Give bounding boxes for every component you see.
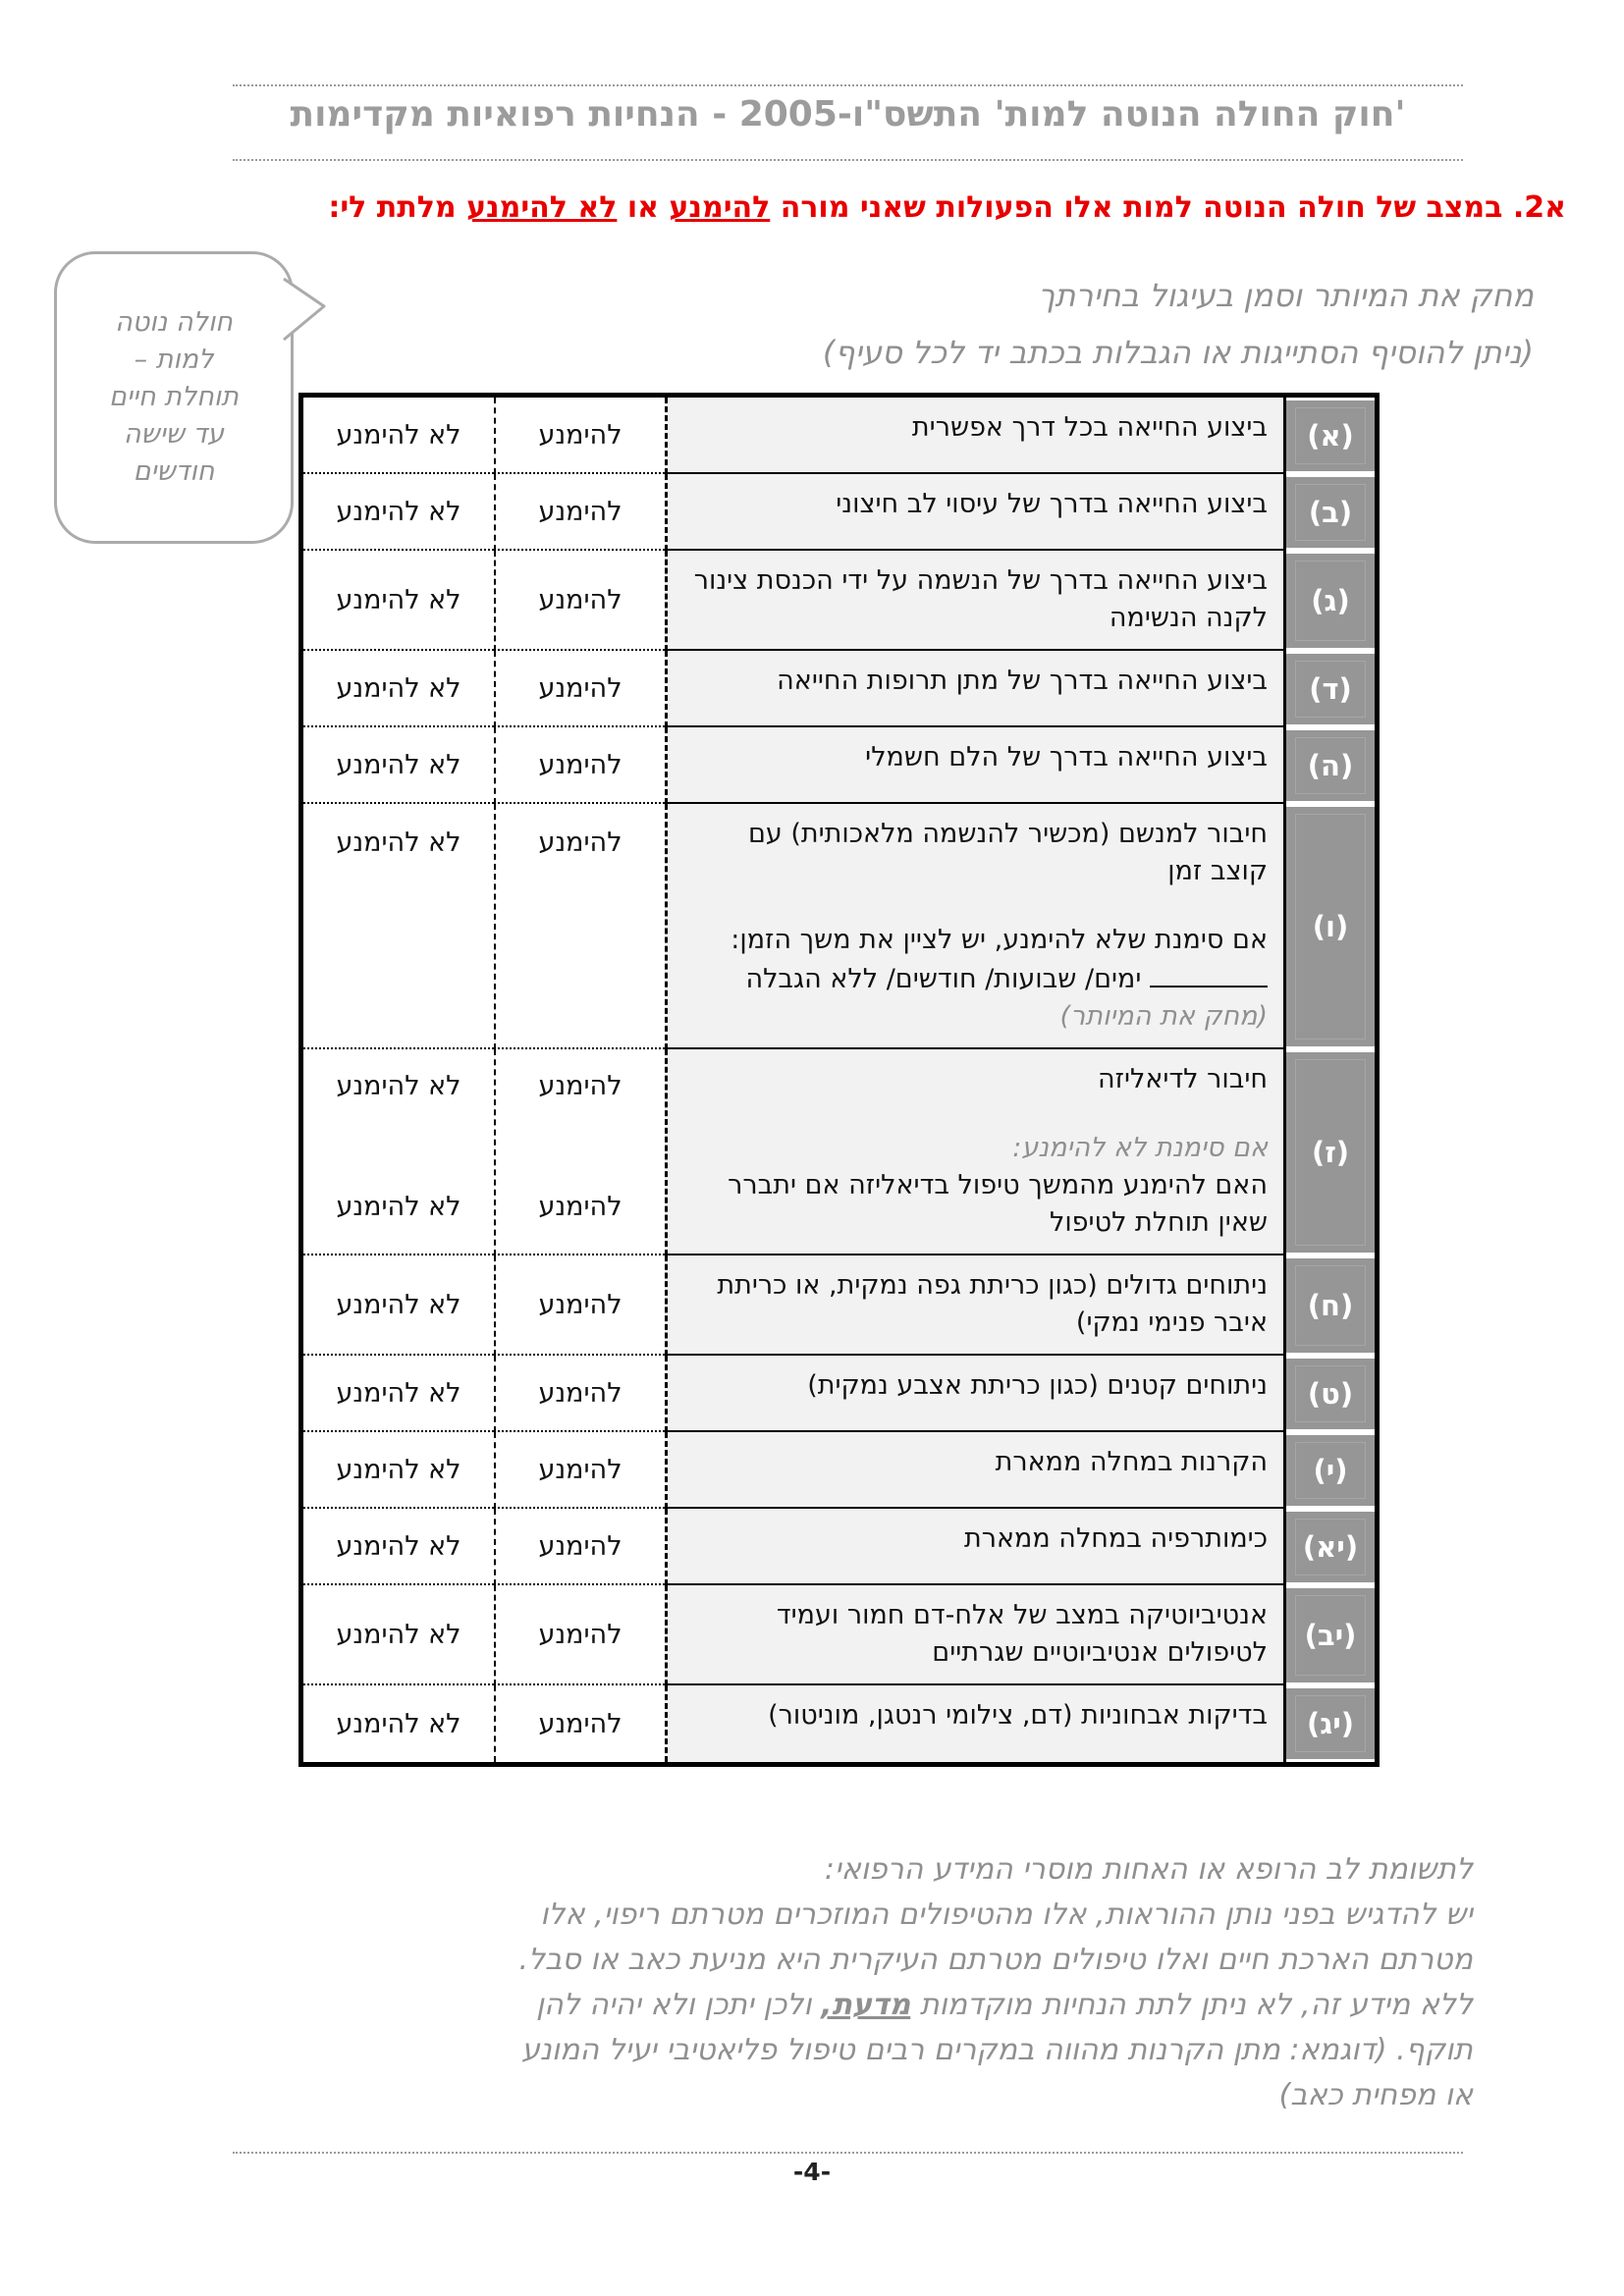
definition-callout — [54, 251, 294, 544]
bottom-divider — [233, 2152, 1463, 2154]
option-refrain-cell — [494, 1685, 665, 1762]
option-refrain[interactable]: להימנע — [538, 828, 623, 858]
table-row — [303, 1685, 1375, 1762]
row-label: (יג) — [1286, 1688, 1375, 1759]
option-not-refrain-cell — [303, 651, 494, 727]
handwritten-instruction — [823, 267, 1534, 381]
option-not-refrain-cell — [303, 727, 494, 804]
option-refrain-cell — [494, 551, 665, 651]
option-not-refrain[interactable]: לא להימנע — [336, 419, 461, 451]
option-not-refrain[interactable]: לא להימנע — [336, 672, 461, 704]
option-not-refrain[interactable]: לא להימנע — [336, 584, 461, 615]
option-refrain-cell — [494, 474, 665, 551]
table-row — [303, 727, 1375, 804]
instruction-line: (ניתן להוסיף הסתייגות או הגבלות בכתב יד לכל סעיף) — [822, 334, 1534, 371]
row-description: אנטיביוטיקה במצב של אלח-דם חמור ועמיד לטיפולים אנטיביוטיים שגרתיים — [665, 1585, 1286, 1685]
note-line: מטרתם הארכת חיים ואלו טיפולים מטרתם העיקרית היא מניעת כאב או סבל. — [518, 1943, 1473, 1977]
callout-line: חודשים — [133, 456, 215, 487]
option-not-refrain[interactable]: לא להימנע — [336, 1454, 461, 1485]
option-refrain[interactable]: להימנע — [538, 672, 623, 704]
table-row — [303, 1585, 1375, 1685]
option-not-refrain-cell — [303, 474, 494, 551]
note-line: תוקף. (דוגמא: מתן הקרנות מהווה במקרים רבים טיפול פליאטיבי יעיל המונע — [521, 2033, 1473, 2067]
row-description: הקרנות במחלה ממארת — [665, 1432, 1286, 1509]
option-refrain[interactable]: להימנע — [538, 584, 623, 615]
option-not-refrain-cell — [303, 1509, 494, 1585]
table-row — [303, 1356, 1375, 1432]
header-divider — [233, 159, 1463, 161]
row-label: (ג) — [1286, 554, 1375, 648]
option-not-refrain[interactable]: לא להימנע — [336, 749, 461, 780]
option-refrain-cell — [494, 398, 665, 474]
row-label: (ט) — [1286, 1359, 1375, 1429]
row-label: (יא) — [1286, 1512, 1375, 1582]
row-label: (ד) — [1286, 654, 1375, 724]
document-header: 'חוק החולה הנוטה למות' התשס"ו-2005 - הנחיות רפואיות מקדימות — [290, 94, 1406, 134]
option-refrain[interactable]: להימנע — [538, 1454, 623, 1485]
row-label: (יב) — [1286, 1588, 1375, 1682]
callout-line: עד שישה — [123, 419, 225, 450]
table-row — [303, 651, 1375, 727]
option-refrain-cell — [494, 1585, 665, 1685]
caregiver-note — [226, 1847, 1473, 2118]
row-label: (א) — [1286, 400, 1375, 471]
row-description: ביצוע החייאה בדרך של מתן תרופות החייאה — [665, 651, 1286, 727]
table-row — [303, 1255, 1375, 1356]
table-row — [303, 804, 1375, 1049]
option-refrain-cell — [494, 1432, 665, 1509]
row-label: (ז) — [1286, 1052, 1375, 1253]
option-not-refrain[interactable]: לא להימנע — [336, 1192, 461, 1222]
option-not-refrain-cell — [303, 1049, 494, 1255]
option-not-refrain[interactable]: לא להימנע — [336, 1619, 461, 1650]
row-description: ביצוע החייאה בדרך של הנשמה על ידי הכנסת צינור לקנה הנשימה — [665, 551, 1286, 651]
option-not-refrain[interactable]: לא להימנע — [336, 1377, 461, 1409]
row-label: (י) — [1286, 1435, 1375, 1506]
callout-tail — [283, 273, 328, 346]
option-not-refrain[interactable]: לא להימנע — [336, 1071, 461, 1101]
option-not-refrain-cell — [303, 1255, 494, 1356]
option-not-refrain-cell — [303, 1432, 494, 1509]
row-label: (ו) — [1286, 807, 1375, 1046]
directives-table — [298, 393, 1380, 1767]
row-label: (ב) — [1286, 477, 1375, 548]
table-row — [303, 551, 1375, 651]
table-row — [303, 1509, 1375, 1585]
option-refrain-cell — [494, 1049, 665, 1255]
row-description: חיבור למנשם (מכשיר להנשמה מלאכותית) עם קוצב זמן אם סימנת שלא להימנע, יש לציין את משך הזמן: ימים/ שבועות/ חודשים/ ללא הגבלה (מחק את המיותר) — [665, 804, 1286, 1049]
row-description: כימותרפיה במחלה ממארת — [665, 1509, 1286, 1585]
option-refrain[interactable]: להימנע — [538, 1530, 623, 1562]
callout-line: תוחלת חיים — [108, 382, 240, 412]
fill-in-blank[interactable] — [1150, 959, 1268, 988]
option-refrain[interactable]: להימנע — [538, 496, 623, 527]
note-line: לתשומת לב הרופא או האחות מוסרי המידע הרפואי: — [824, 1852, 1473, 1887]
option-refrain[interactable]: להימנע — [538, 419, 623, 451]
option-not-refrain-cell — [303, 1585, 494, 1685]
note-line: או מפחית כאב) — [1278, 2078, 1473, 2112]
page-title: א2. במצב של חולה הנוטה למות אלו הפעולות שאני מורה להימנע או לא להימנע מלתת לי: — [328, 190, 1566, 225]
row-label: (ה) — [1286, 730, 1375, 801]
option-refrain[interactable]: להימנע — [538, 1289, 623, 1320]
table-row — [303, 474, 1375, 551]
row-description: בדיקות אבחוניות (דם, צילומי רנטגן, מוניטור) — [665, 1685, 1286, 1762]
note-line: ללא מידע זה, לא ניתן לתת הנחיות מוקדמות מדעת, ולכן יתכן ולא יהיה להן — [535, 1988, 1473, 2022]
option-refrain[interactable]: להימנע — [538, 749, 623, 780]
row-description: ניתוחים קטנים (כגון כריתת אצבע נמקית) — [665, 1356, 1286, 1432]
table-row — [303, 398, 1375, 474]
table-row — [303, 1049, 1375, 1255]
option-not-refrain[interactable]: לא להימנע — [336, 496, 461, 527]
page-number: -4- — [792, 2158, 832, 2186]
option-not-refrain-cell — [303, 1685, 494, 1762]
option-refrain[interactable]: להימנע — [538, 1619, 623, 1650]
option-not-refrain[interactable]: לא להימנע — [336, 1289, 461, 1320]
row-description: ביצוע החייאה בדרך של הלם חשמלי — [665, 727, 1286, 804]
table-row — [303, 1432, 1375, 1509]
option-refrain-cell — [494, 1509, 665, 1585]
definition-callout-text — [109, 304, 239, 491]
option-not-refrain-cell — [303, 398, 494, 474]
row-description: חיבור לדיאליזה אם סימנת לא להימנע: האם להימנע מהמשך טיפול בדיאליזה אם יתברר שאין תוחלת לטיפול — [665, 1049, 1286, 1255]
option-not-refrain-cell — [303, 1356, 494, 1432]
note-line: יש להדגיש בפני נותן ההוראות, אלו מהטיפולים המוזכרים מטרתם ריפוי, אלו — [540, 1897, 1473, 1932]
option-refrain-cell — [494, 1356, 665, 1432]
option-not-refrain[interactable]: לא להימנע — [336, 1530, 461, 1562]
option-refrain[interactable]: להימנע — [538, 1192, 623, 1222]
option-not-refrain[interactable]: לא להימנע — [336, 1708, 461, 1739]
top-divider — [233, 84, 1463, 86]
option-refrain[interactable]: להימנע — [538, 1071, 623, 1101]
row-label: (ח) — [1286, 1258, 1375, 1353]
option-refrain[interactable]: להימנע — [538, 1377, 623, 1409]
row-description: ביצוע החייאה בדרך של עיסוי לב חיצוני — [665, 474, 1286, 551]
option-not-refrain-cell — [303, 804, 494, 1049]
option-refrain[interactable]: להימנע — [538, 1708, 623, 1739]
option-not-refrain[interactable]: לא להימנע — [336, 828, 461, 858]
callout-line: חולה נוטה — [115, 307, 233, 338]
option-refrain-cell — [494, 651, 665, 727]
option-not-refrain-cell — [303, 551, 494, 651]
option-refrain-cell — [494, 1255, 665, 1356]
row-description: ביצוע החייאה בכל דרך אפשרית — [665, 398, 1286, 474]
instruction-line: מחק את המיותר וסמן בעיגול בחירתך — [1038, 277, 1534, 314]
option-refrain-cell — [494, 727, 665, 804]
option-refrain-cell — [494, 804, 665, 1049]
callout-line: למות – — [134, 345, 214, 375]
row-description: ניתוחים גדולים (כגון כריתת גפה נמקית, או כריתת איבר פנימי נמקי) — [665, 1255, 1286, 1356]
